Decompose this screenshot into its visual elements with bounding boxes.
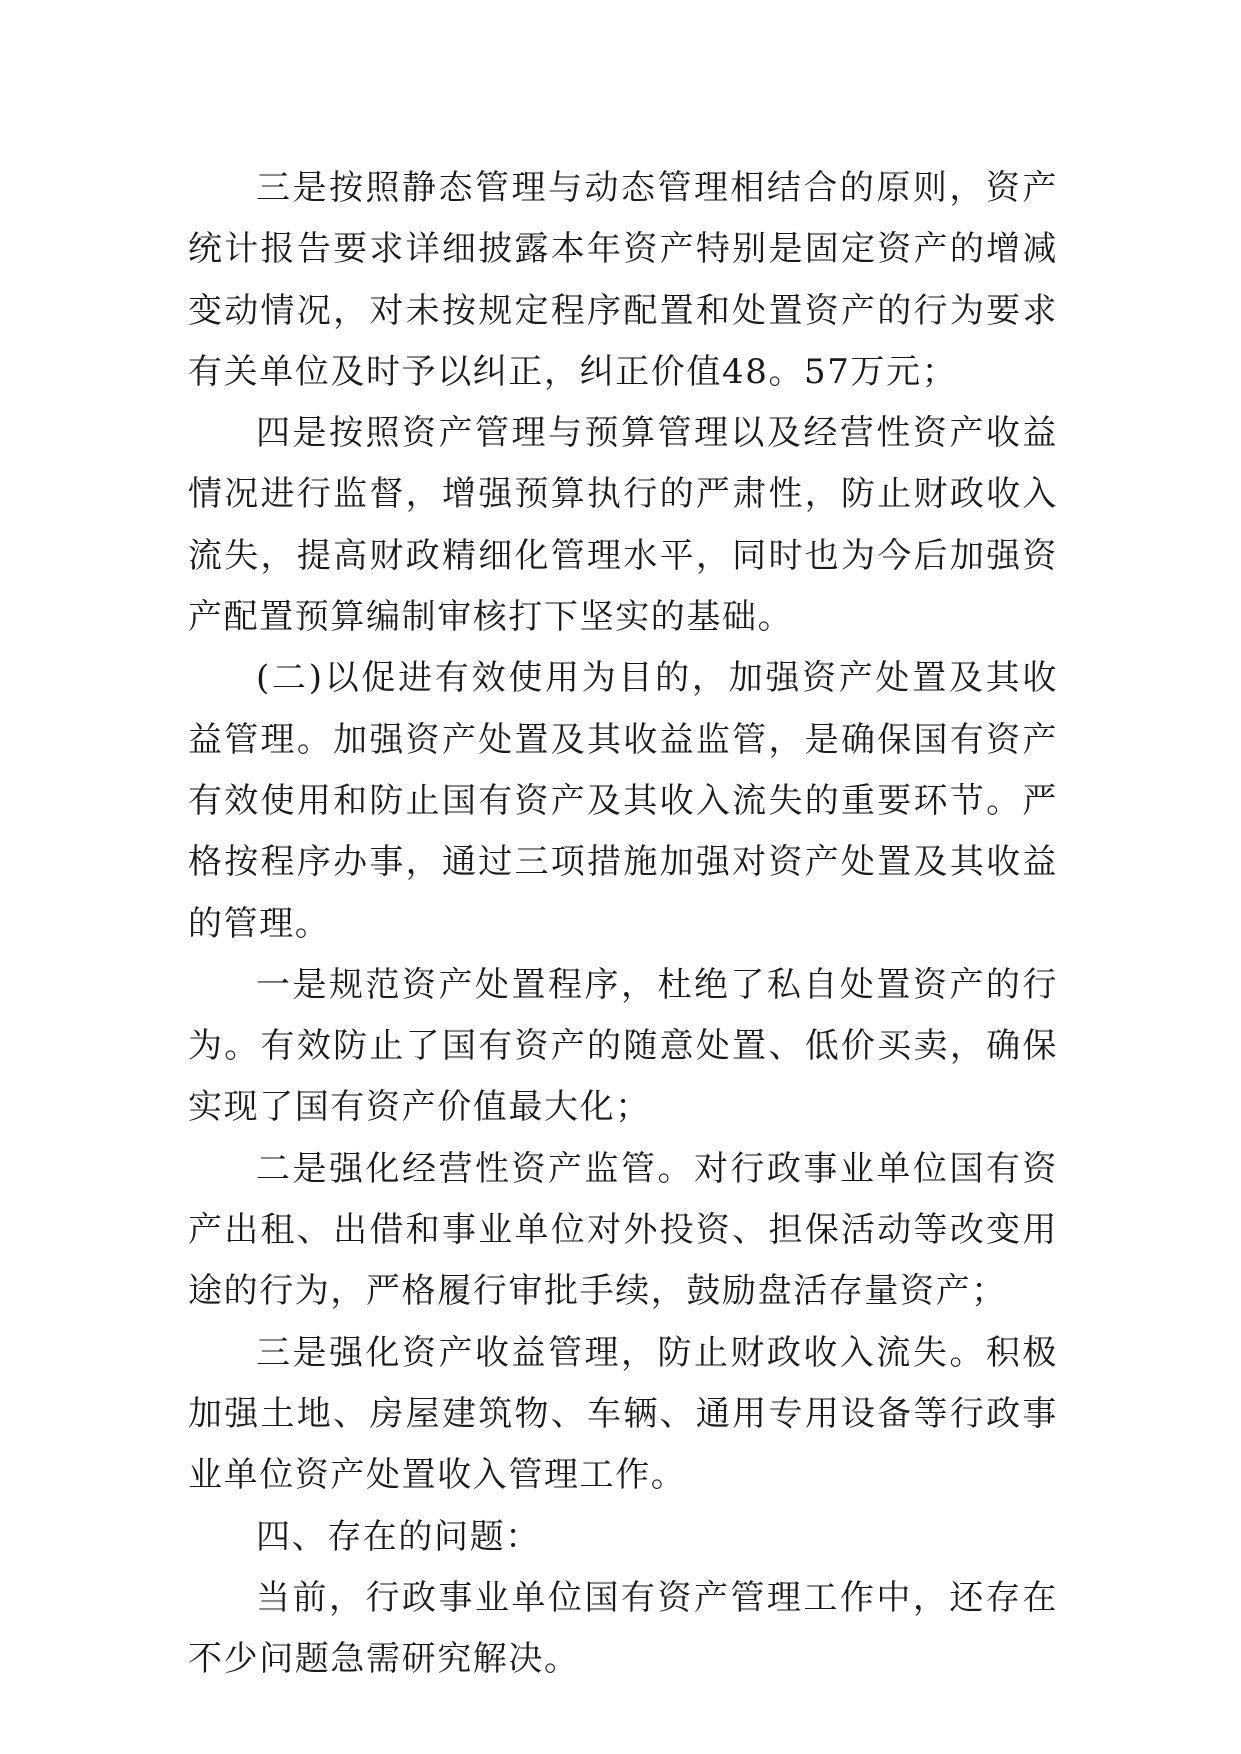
paragraph-revenue-management: 三是强化资产收益管理，防止财政收入流失。积极加强土地、房屋建筑物、车辆、通用专用设备等行政事业单位资产处置收入管理工作。 — [188, 1332, 1058, 1496]
paragraph-disposal-procedure: 一是规范资产处置程序，杜绝了私自处置资产的行为。有效防止了国有资产的随意处置、低价买卖，确保实现了国有资产价值最大化； — [188, 964, 1058, 1128]
paragraph-disposal-management: (二)以促进有效使用为目的，加强资产处置及其收益管理。加强资产处置及其收益监管，是确保国有资产有效使用和防止国有资产及其收入流失的重要环节。严格按程序办事，通过三项措施加强对资产处置及其收益的管理。 — [188, 658, 1058, 944]
paragraph-budget-supervision: 四是按照资产管理与预算管理以及经营性资产收益情况进行监督，增强预算执行的严肃性，防止财政收入流失，提高财政精细化管理水平，同时也为今后加强资产配置预算编制审核打下坚实的基础。 — [188, 413, 1058, 638]
document-body — [188, 158, 1058, 1690]
paragraph-asset-report-disclosure: 三是按照静态管理与动态管理相结合的原则，资产统计报告要求详细披露本年资产特别是固定资产的增减变动情况，对未按规定程序配置和处置资产的行为要求有关单位及时予以纠正，纠正价值48。57万元； — [188, 168, 1058, 392]
paragraph-operating-asset-supervision: 二是强化经营性资产监管。对行政事业单位国有资产出租、出借和事业单位对外投资、担保活动等改变用途的行为，严格履行审批手续，鼓励盘活存量资产； — [188, 1148, 1058, 1312]
section-heading-problems: 四、存在的问题： — [256, 1516, 541, 1557]
paragraph-current-problems: 当前，行政事业单位国有资产管理工作中，还存在不少问题急需研究解决。 — [188, 1577, 1058, 1680]
